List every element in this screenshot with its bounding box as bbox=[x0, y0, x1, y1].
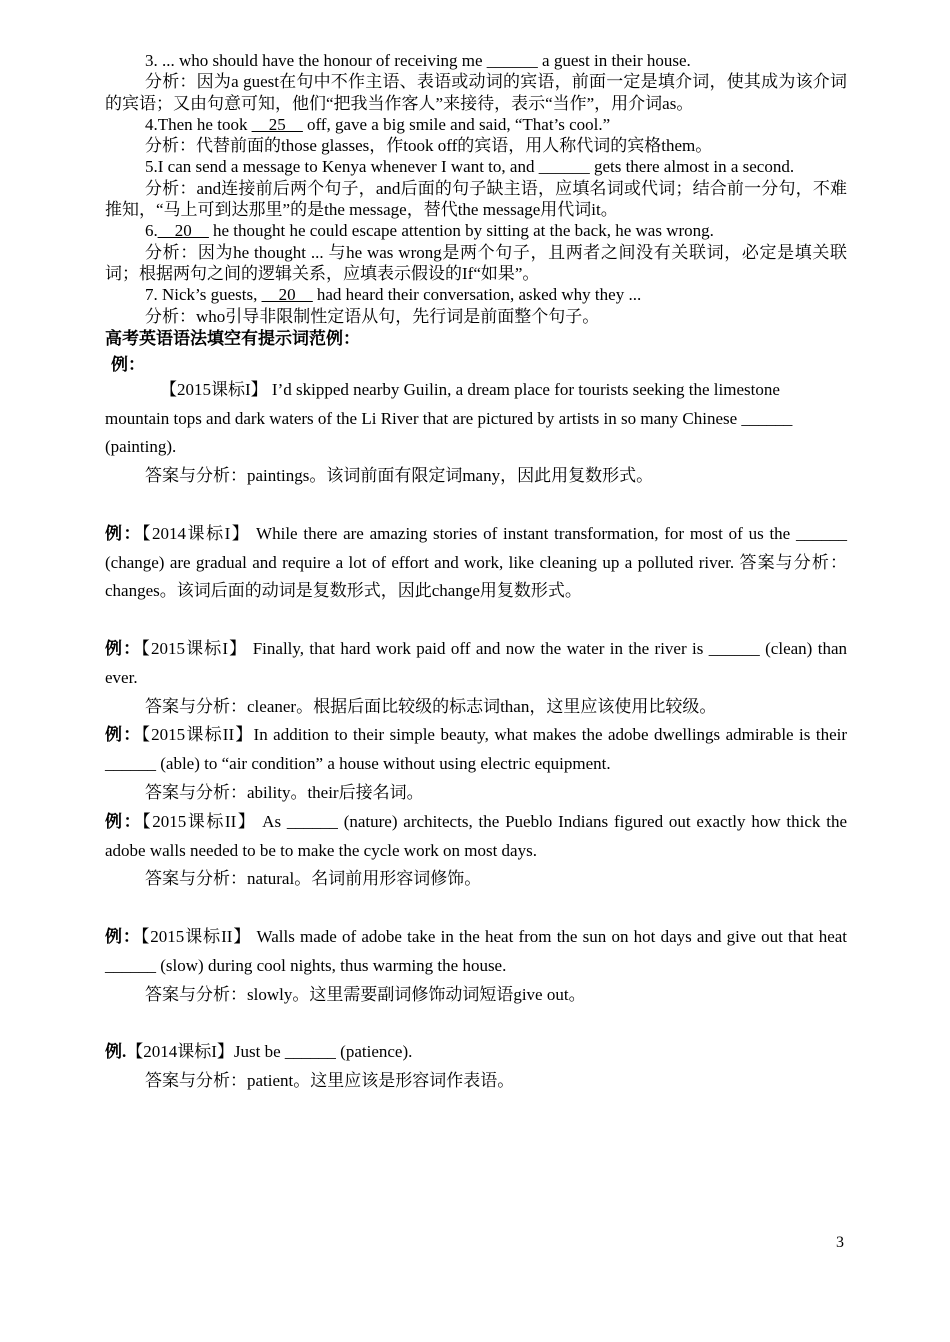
blank-20: __20__ bbox=[157, 221, 209, 241]
source-tag: 【2015课标II】 bbox=[141, 725, 254, 745]
answer-analysis: 答案与分析：natural。名词前用形容词修饰。 bbox=[145, 869, 482, 889]
example-label: 例： bbox=[111, 354, 145, 374]
example-text: Finally, that hard work paid off and now the water in the river is ______ (clean) than ever. bbox=[105, 639, 847, 687]
item-7-analysis: 分析：who引导非限制性定语从句，先行词是前面整个句子。 bbox=[145, 306, 600, 326]
example-item: 例：【2015课标II】In addition to their simple beauty, what makes the adobe dwellings admirable is their ______ (able) to “air condition” a house without using electric equipment. 答案与分析：ability。their后接名词。 bbox=[105, 721, 847, 807]
item-3-analysis: 分析：因为a guest在句中不作主语、表语或动词的宾语，前面一定是填介词，使其成为该介词的宾语；又由句意可知，他们“把我当作客人”来接待，表示“当作”，用介词as。 bbox=[105, 72, 847, 113]
example-text: I’d skipped nearby Guilin, a dream place for tourists seeking the limestone mountain tops and dark waters of the Li River that are pictured by artists in so many Chinese ______ (painting). bbox=[105, 379, 793, 457]
example-text: In addition to their simple beauty, what makes the adobe dwellings admirable is their ______ (able) to “air condition” a house without using electric equipment. bbox=[105, 725, 848, 774]
item-7: 7. Nick’s guests, __20__ had heard their conversation, asked why they ... bbox=[145, 285, 642, 305]
answer-analysis: 答案与分析：patient。这里应该是形容词作表语。 bbox=[145, 1070, 515, 1090]
example-item: 例.【2014课标I】Just be ______ (patience). 答案与分析：patient。这里应该是形容词作表语。 bbox=[105, 1038, 847, 1096]
example-item: 例：【2014课标I】 While there are amazing stories of instant transformation, for most of us the ______ (change) are gradual and require a lot of effort and work, like cleaning up a polluted river. 答案与分析：changes。该词后面的动词是复数形式，因此change用复数形式。 bbox=[105, 523, 847, 601]
answer-analysis: 答案与分析：cleaner。根据后面比较级的标志词than，这里应该使用比较级。 bbox=[145, 696, 717, 716]
page-number: 3 bbox=[836, 1234, 844, 1251]
source-tag: 【2015课标I】 bbox=[160, 379, 268, 399]
blank-20: __20__ bbox=[261, 285, 313, 305]
example-text: As ______ (nature) architects, the Pueblo Indians figured out exactly how thick the adobe walls needed to be to make the cycle work on most days. bbox=[105, 811, 847, 860]
document-page bbox=[105, 50, 847, 1096]
item-4-analysis: 分析：代替前面的those glasses，作took off的宾语，用人称代词的宾格them。 bbox=[145, 136, 713, 156]
source-tag: 【2014课标I】 bbox=[142, 523, 251, 543]
example-text: While there are amazing stories of instant transformation, for most of us the ______ (change) are gradual and require a lot of effort and work, like cleaning up a polluted river. 答案与分析：changes。该词后面的动词是复数形式，因此change用复数形式。 bbox=[105, 523, 847, 601]
source-tag: 【2014课标I】 bbox=[126, 1042, 234, 1062]
item-3: 3. ... who should have the honour of receiving me ______ a guest in their house. bbox=[145, 51, 691, 70]
analysis-section bbox=[105, 50, 847, 327]
item-5-analysis: 分析：and连接前后两个句子，and后面的句子缺主语，应填名词或代词；结合前一分句，不难推知，“马上可到达那里”的是the message，替代the message用代词it。 bbox=[105, 178, 847, 220]
example-item: 例：【2015课标I】 Finally, that hard work paid off and now the water in the river is ______ (clean) than ever. 答案与分析：cleaner。根据后面比较级的标志词than，这里应该使用比较级。 bbox=[105, 635, 847, 721]
source-tag: 【2015课标II】 bbox=[140, 927, 252, 946]
item-4: 4.Then he took __25__ off, gave a big smile and said, “That’s cool.” bbox=[145, 114, 611, 134]
answer-analysis: 答案与分析：ability。their后接名词。 bbox=[145, 783, 424, 803]
blank-25: __25__ bbox=[251, 114, 303, 134]
example-item: 例：【2015课标II】 Walls made of adobe take in the heat from the sun on hot days and give out that heat ______ (slow) during cool nights, thus warming the house. 答案与分析：slowly。这里需要副词修饰动词短语give out。 bbox=[105, 923, 847, 1009]
example-item: 例：【2015课标II】 As ______ (nature) architects, the Pueblo Indians figured out exactly how thick the adobe walls needed to be to make the cycle work on most days. 答案与分析：natural。名词前用形容词修饰。 bbox=[105, 808, 847, 894]
example-text: Just be ______ (patience). bbox=[233, 1042, 413, 1062]
source-tag: 【2015课标II】 bbox=[142, 811, 257, 831]
example-item bbox=[105, 376, 847, 491]
examples-section bbox=[105, 376, 847, 1096]
item-6-analysis: 分析：因为he thought ... 与he was wrong是两个句子，且两者之间没有关联词，必定是填关联词；根据两句之间的逻辑关系，应填表示假设的If“如果”。 bbox=[105, 242, 847, 283]
item-5: 5.I can send a message to Kenya whenever I want to, and ______ gets there almost in a second. bbox=[145, 157, 795, 177]
source-tag: 【2015课标I】 bbox=[141, 639, 248, 659]
item-6: 6.__20__ he thought he could escape attention by sitting at the back, he was wrong. bbox=[145, 221, 714, 241]
answer-analysis: 答案与分析：slowly。这里需要副词修饰动词短语give out。 bbox=[145, 984, 586, 1004]
section-heading: 高考英语语法填空有提示词范例： bbox=[105, 328, 360, 348]
answer-analysis: 答案与分析：paintings。该词前面有限定词many，因此用复数形式。 bbox=[145, 466, 654, 486]
example-text: Walls made of adobe take in the heat from the sun on hot days and give out that heat ______ (slow) during cool nights, thus warming the house. bbox=[105, 927, 848, 975]
